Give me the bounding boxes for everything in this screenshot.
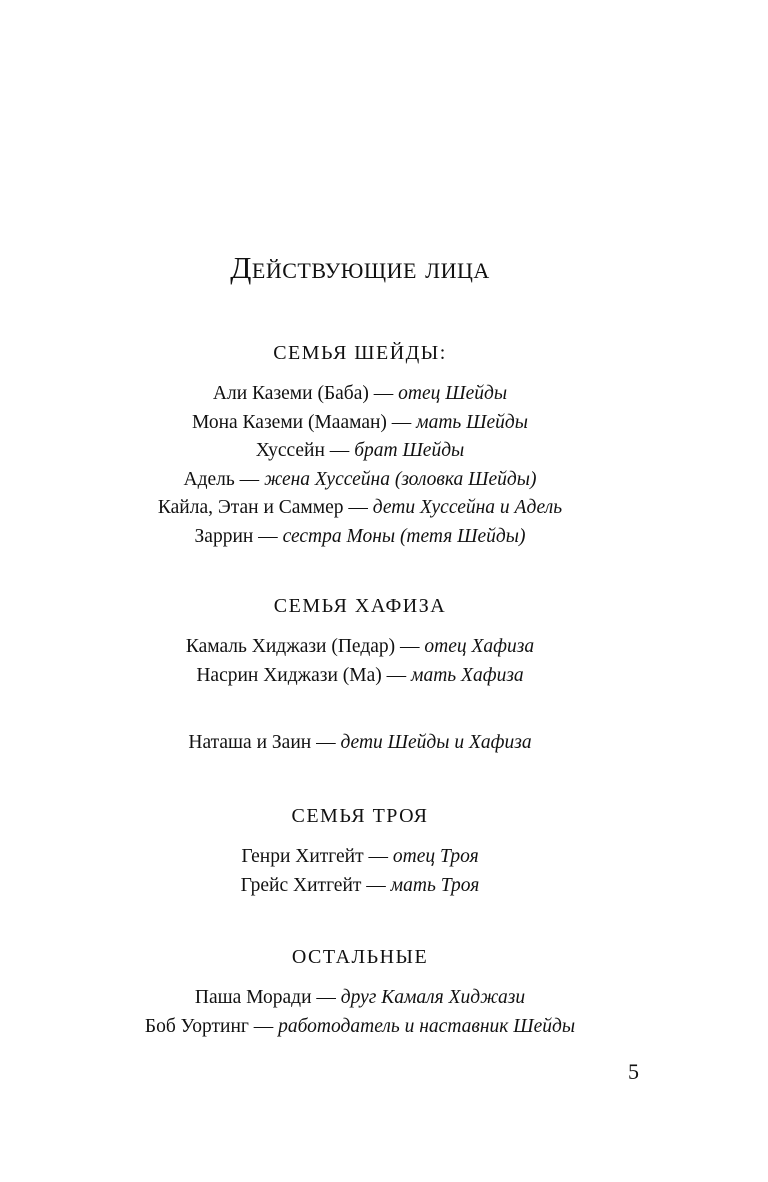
character-role: жена Хуссейна (золовка Шейды) <box>264 468 537 490</box>
character-entry <box>0 633 720 662</box>
section-sheida-family <box>0 340 720 551</box>
character-role: брат Шейды <box>354 440 465 461</box>
character-name: Али Каземи (Баба) — <box>212 383 399 404</box>
character-role: дети Хуссейна и Адель <box>372 497 563 518</box>
section-heading: СЕМЬЯ ТРОЯ <box>291 805 429 827</box>
character-entry <box>0 1013 720 1042</box>
character-role: работодатель и наставник Шейды <box>278 1015 576 1037</box>
character-role: сестра Моны (тетя Шейды) <box>282 525 526 547</box>
character-name: Камаль Хиджази (Педар) — <box>185 636 425 657</box>
character-name: Хуссейн — <box>255 440 355 461</box>
section-heading: ОСТАЛЬНЫЕ <box>291 946 429 968</box>
section-children <box>0 729 720 758</box>
character-role: мать Троя <box>390 874 480 896</box>
character-role: отец Хафиза <box>424 636 535 657</box>
character-role: дети Шейды и Хафиза <box>340 732 532 753</box>
page-title: Действующие лица <box>230 250 490 285</box>
character-entry <box>0 662 720 691</box>
section-hafiz-family <box>0 593 720 690</box>
character-role: мать Хафиза <box>411 664 524 686</box>
character-name: Грейс Хитгейт — <box>240 874 391 896</box>
section-heading: СЕМЬЯ ХАФИЗА <box>273 595 447 617</box>
character-entry <box>0 984 720 1013</box>
section-troy-family <box>0 803 720 900</box>
character-entry <box>0 380 720 409</box>
character-name: Кайла, Этан и Саммер — <box>157 497 373 518</box>
character-name: Наташа и Заин — <box>188 732 341 753</box>
character-role: друг Камаля Хиджази <box>340 987 526 1008</box>
character-name: Адель — <box>183 468 265 490</box>
character-role: мать Шейды <box>416 411 528 433</box>
character-entry <box>0 409 720 438</box>
character-entry <box>0 494 720 523</box>
section-others <box>0 944 720 1041</box>
section-heading: СЕМЬЯ ШЕЙДЫ: <box>273 342 447 364</box>
character-name: Боб Уортинг — <box>144 1015 279 1037</box>
character-name: Генри Хитгейт — <box>241 846 393 867</box>
page-number: 5 <box>628 1059 639 1084</box>
character-name: Паша Моради — <box>194 987 341 1008</box>
character-entry <box>0 466 720 495</box>
character-entry <box>0 437 720 466</box>
character-role: отец Шейды <box>398 383 508 404</box>
character-entry <box>0 843 720 872</box>
character-name: Насрин Хиджази (Ма) — <box>196 664 412 686</box>
character-entry <box>0 523 720 552</box>
character-role: отец Троя <box>392 846 479 867</box>
character-entry <box>0 872 720 901</box>
character-name: Заррин — <box>194 525 283 547</box>
character-entry <box>0 729 720 758</box>
character-name: Мона Каземи (Мааман) — <box>191 411 417 433</box>
